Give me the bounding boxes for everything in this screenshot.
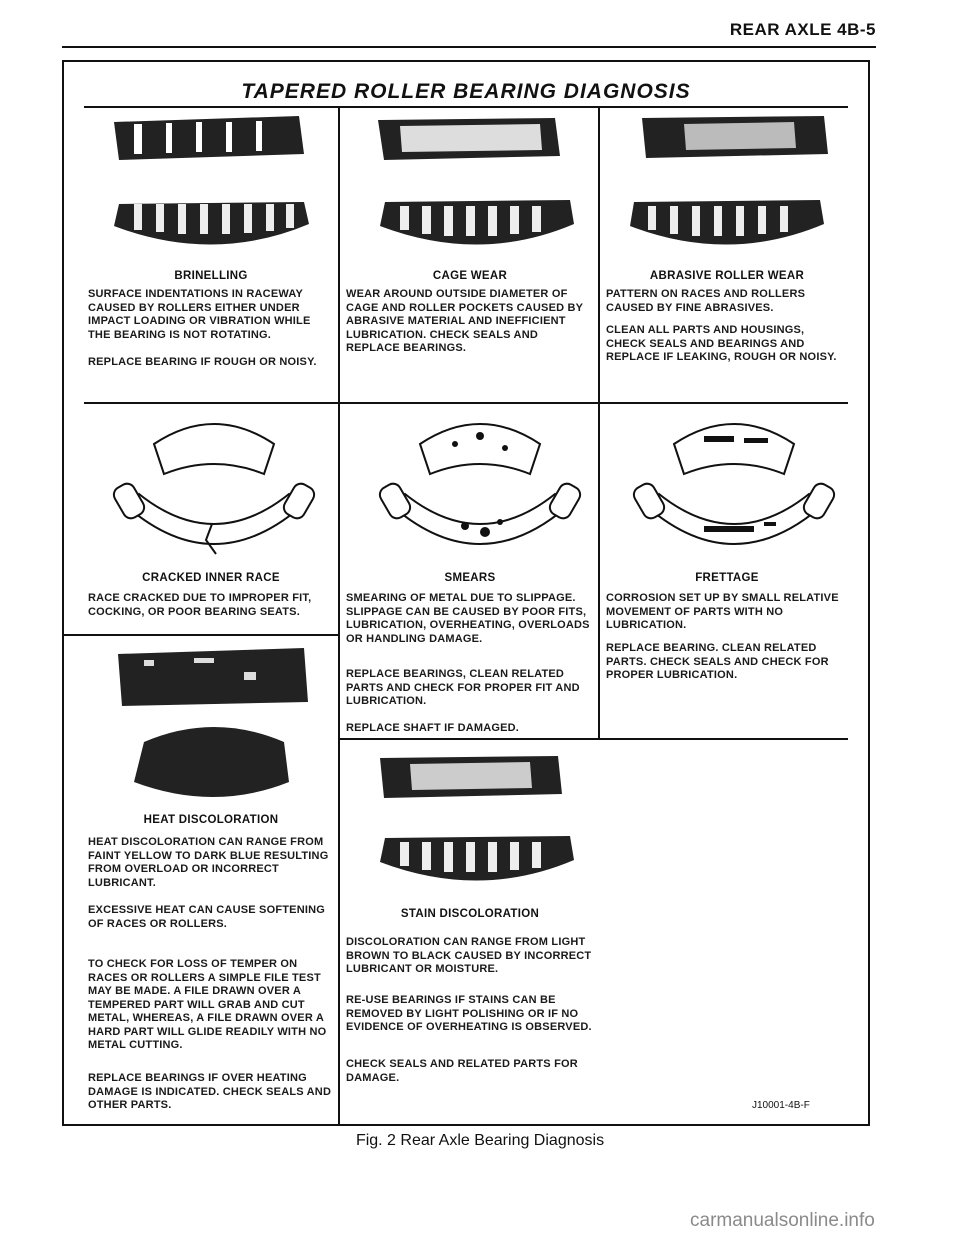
frettage-title: FRETTAGE [695,572,759,584]
heat-action: REPLACE BEARINGS IF OVER HEATING DAMAGE IS INDICATED. CHECK SEALS AND OTHER PARTS. [88,1072,332,1111]
section-header: REAR AXLE 4B-5 [729,20,876,39]
abrasive-wear-illustration [624,114,844,254]
abrasive-wear-action: CLEAN ALL PARTS AND HOUSINGS, CHECK SEALS AND BEARINGS AND REPLACE IF LEAKING, ROUGH OR NOISY. [606,324,837,363]
cage-wear-description: WEAR AROUND OUTSIDE DIAMETER OF CAGE AND ROLLER POCKETS CAUSED BY ABRASIVE MATERIAL AND INEFFICIENT LUBRICATION. CHECK SEALS AND REPLACE BEARINGS. [346,288,584,354]
cage-wear-illustration [370,114,590,254]
abrasive-wear-title: ABRASIVE ROLLER WEAR [649,270,805,282]
column-divider-1 [338,108,340,1124]
stain-check-seals: CHECK SEALS AND RELATED PARTS FOR DAMAGE. [346,1058,578,1084]
brinelling-illustration [104,114,324,254]
cage-wear-title: CAGE WEAR [432,270,508,282]
frettage-illustration [624,414,844,564]
stain-discoloration-illustration [370,752,590,892]
smears-action: REPLACE BEARINGS, CLEAN RELATED PARTS AND CHECK FOR PROPER FIT AND LUBRICATION. [346,668,580,707]
cracked-race-illustration [104,414,324,564]
brinelling-description: SURFACE INDENTATIONS IN RACEWAY CAUSED BY ROLLERS EITHER UNDER IMPACT LOADING OR VIBRATION WHILE THE BEARING IS NOT ROTATING. [88,288,311,341]
heat-discoloration-illustration [104,642,324,802]
smears-illustration [370,414,590,564]
heat-file-test: TO CHECK FOR LOSS OF TEMPER ON RACES OR ROLLERS A SIMPLE FILE TEST MAY BE MADE. A FILE DRAWN OVER A TEMPERED PART WILL GRAB AND CUT METAL, WHEREAS, A FILE DRAWN OVER A HARD PART WILL GLIDE READILY WITH NO METAL CUTTING. [88,958,327,1051]
smears-shaft-note: REPLACE SHAFT IF DAMAGED. [346,722,520,734]
brinelling-action: REPLACE BEARING IF ROUGH OR NOISY. [88,356,317,368]
diagnosis-chart [62,60,870,1126]
stain-title: STAIN DISCOLORATION [400,908,540,920]
chart-title: TAPERED ROLLER BEARING DIAGNOSIS [241,80,691,103]
row-divider-2b [340,738,848,740]
cracked-race-title: CRACKED INNER RACE [142,572,280,584]
frettage-description: CORROSION SET UP BY SMALL RELATIVE MOVEMENT OF PARTS WITH NO LUBRICATION. [606,592,839,631]
row-divider-1 [84,402,848,404]
heat-title: HEAT DISCOLORATION [143,814,279,826]
smears-title: SMEARS [444,572,496,584]
brinelling-title: BRINELLING [174,270,248,282]
frettage-action: REPLACE BEARING. CLEAN RELATED PARTS. CHECK SEALS AND CHECK FOR PROPER LUBRICATION. [606,642,829,681]
figure-code: J10001-4B-F [752,1100,810,1111]
figure-caption: Fig. 2 Rear Axle Bearing Diagnosis [355,1132,605,1149]
header-rule [62,46,876,48]
heat-description: HEAT DISCOLORATION CAN RANGE FROM FAINT YELLOW TO DARK BLUE RESULTING FROM OVERLOAD OR INCORRECT LUBRICANT. [88,836,329,889]
heat-effect: EXCESSIVE HEAT CAN CAUSE SOFTENING OF RACES OR ROLLERS. [88,904,326,930]
smears-description: SMEARING OF METAL DUE TO SLIPPAGE. SLIPPAGE CAN BE CAUSED BY POOR FITS, LUBRICATION, OVERHEATING, OVERLOADS OR HANDLING DAMAGE. [346,592,590,645]
stain-description: DISCOLORATION CAN RANGE FROM LIGHT BROWN TO BLACK CAUSED BY INCORRECT LUBRICANT OR MOISTURE. [346,936,592,975]
abrasive-wear-description: PATTERN ON RACES AND ROLLERS CAUSED BY FINE ABRASIVES. [606,288,806,314]
watermark: carmanualsonline.info [690,1210,875,1231]
column-divider-2 [598,108,600,738]
cracked-race-description: RACE CRACKED DUE TO IMPROPER FIT, COCKING, OR POOR BEARING SEATS. [88,592,312,618]
row-divider-2a [64,634,338,636]
title-rule [84,106,848,108]
stain-action: RE-USE BEARINGS IF STAINS CAN BE REMOVED BY LIGHT POLISHING OR IF NO EVIDENCE OF OVERHEATING IS OBSERVED. [346,994,592,1033]
